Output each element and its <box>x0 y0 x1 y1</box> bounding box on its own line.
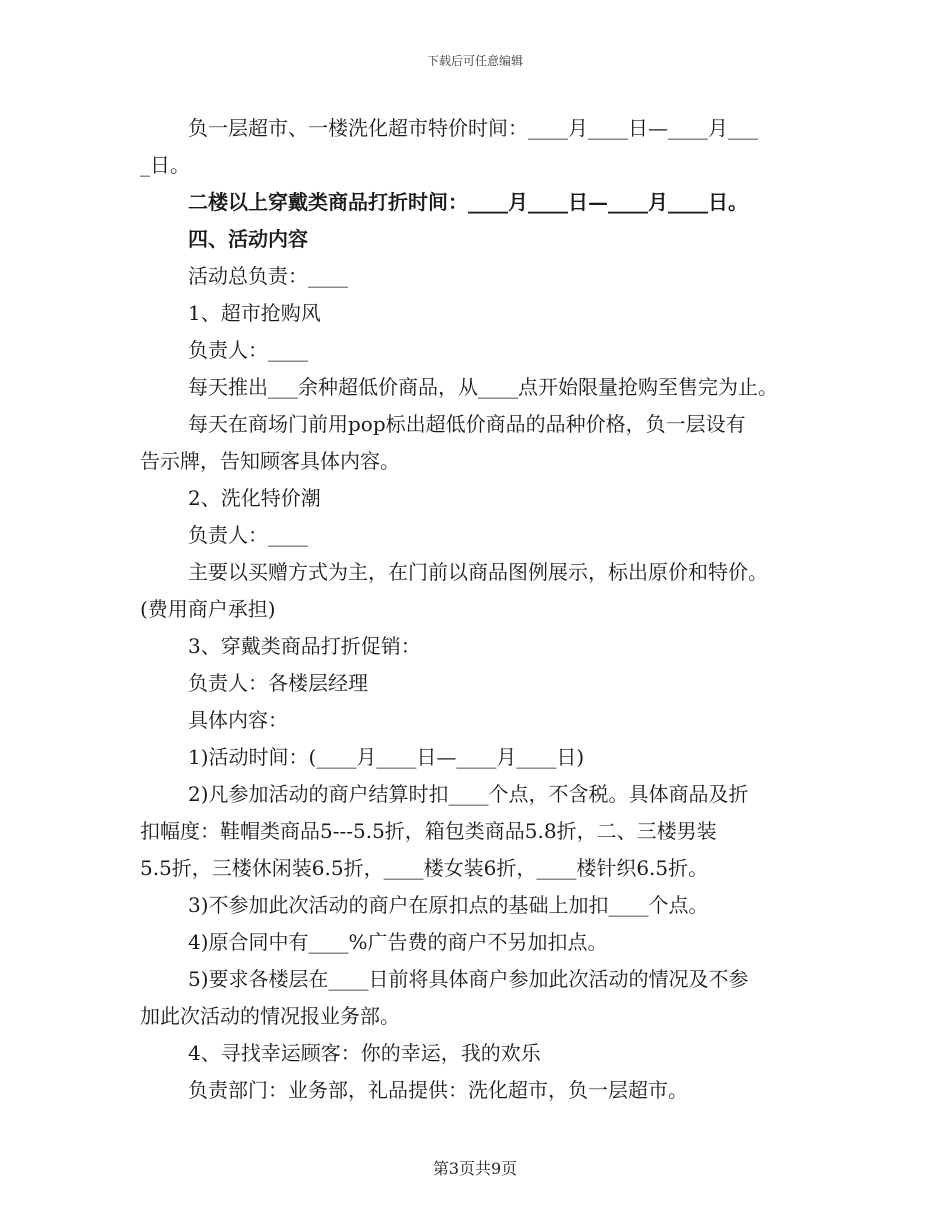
text-line: 负一层超市、一楼洗化超市特价时间：____月____日—____月___ <box>188 116 758 140</box>
page-footer: 第3页共9页 <box>432 1159 518 1178</box>
text-line: 主要以买赠方式为主，在门前以商品图例展示，标出原价和特价。 <box>188 560 768 584</box>
text-line: 4)原合同中有____%广告费的商户不另加扣点。 <box>188 930 608 954</box>
text-line: 活动总负责：____ <box>188 264 348 288</box>
text-line: 5)要求各楼层在____日前将具体商户参加此次活动的情况及不参 <box>188 967 749 991</box>
text-line: 扣幅度：鞋帽类商品5---5.5折，箱包类商品5.8折，二、三楼男装 <box>140 819 717 843</box>
text-line: 每天推出___余种超低价商品，从____点开始限量抢购至售完为止。 <box>188 375 778 399</box>
text-line: 1、超市抢购风 <box>188 301 321 325</box>
text-line: 负责人：各楼层经理 <box>188 671 368 695</box>
text-line: _日。 <box>140 153 190 177</box>
text-line: (费用商户承担) <box>140 597 276 621</box>
text-line: 四、活动内容 <box>188 227 308 251</box>
text-line: 2)凡参加活动的商户结算时扣____个点，不含税。具体商品及折 <box>188 782 749 806</box>
text-line: 负责部门：业务部，礼品提供：洗化超市，负一层超市。 <box>188 1078 688 1102</box>
text-line: 2、洗化特价潮 <box>188 486 321 510</box>
page-header: 下载后可任意编辑 <box>426 54 523 68</box>
text-line: 加此次活动的情况报业务部。 <box>140 1004 400 1028</box>
text-line: 4、寻找幸运顾客：你的幸运，我的欢乐 <box>188 1041 541 1065</box>
text-line: 每天在商场门前用pop标出超低价商品的品种价格，负一层设有 <box>188 412 746 436</box>
text-line: 1)活动时间：(____月____日—____月____日) <box>188 745 585 769</box>
text-line: 二楼以上穿戴类商品打折时间：____月____日—____月____日。 <box>188 190 748 214</box>
text-line: 5.5折，三楼休闲装6.5折，____楼女装6折，____楼针织6.5折。 <box>140 856 709 880</box>
text-line: 告示牌，告知顾客具体内容。 <box>140 449 400 473</box>
text-line: 3)不参加此次活动的商户在原扣点的基础上加扣____个点。 <box>188 893 709 917</box>
text-line: 负责人：____ <box>188 523 308 547</box>
document-body <box>140 110 820 1109</box>
text-line: 具体内容： <box>188 708 288 732</box>
text-line: 负责人：____ <box>188 338 308 362</box>
text-line: 3、穿戴类商品打折促销： <box>188 634 421 658</box>
